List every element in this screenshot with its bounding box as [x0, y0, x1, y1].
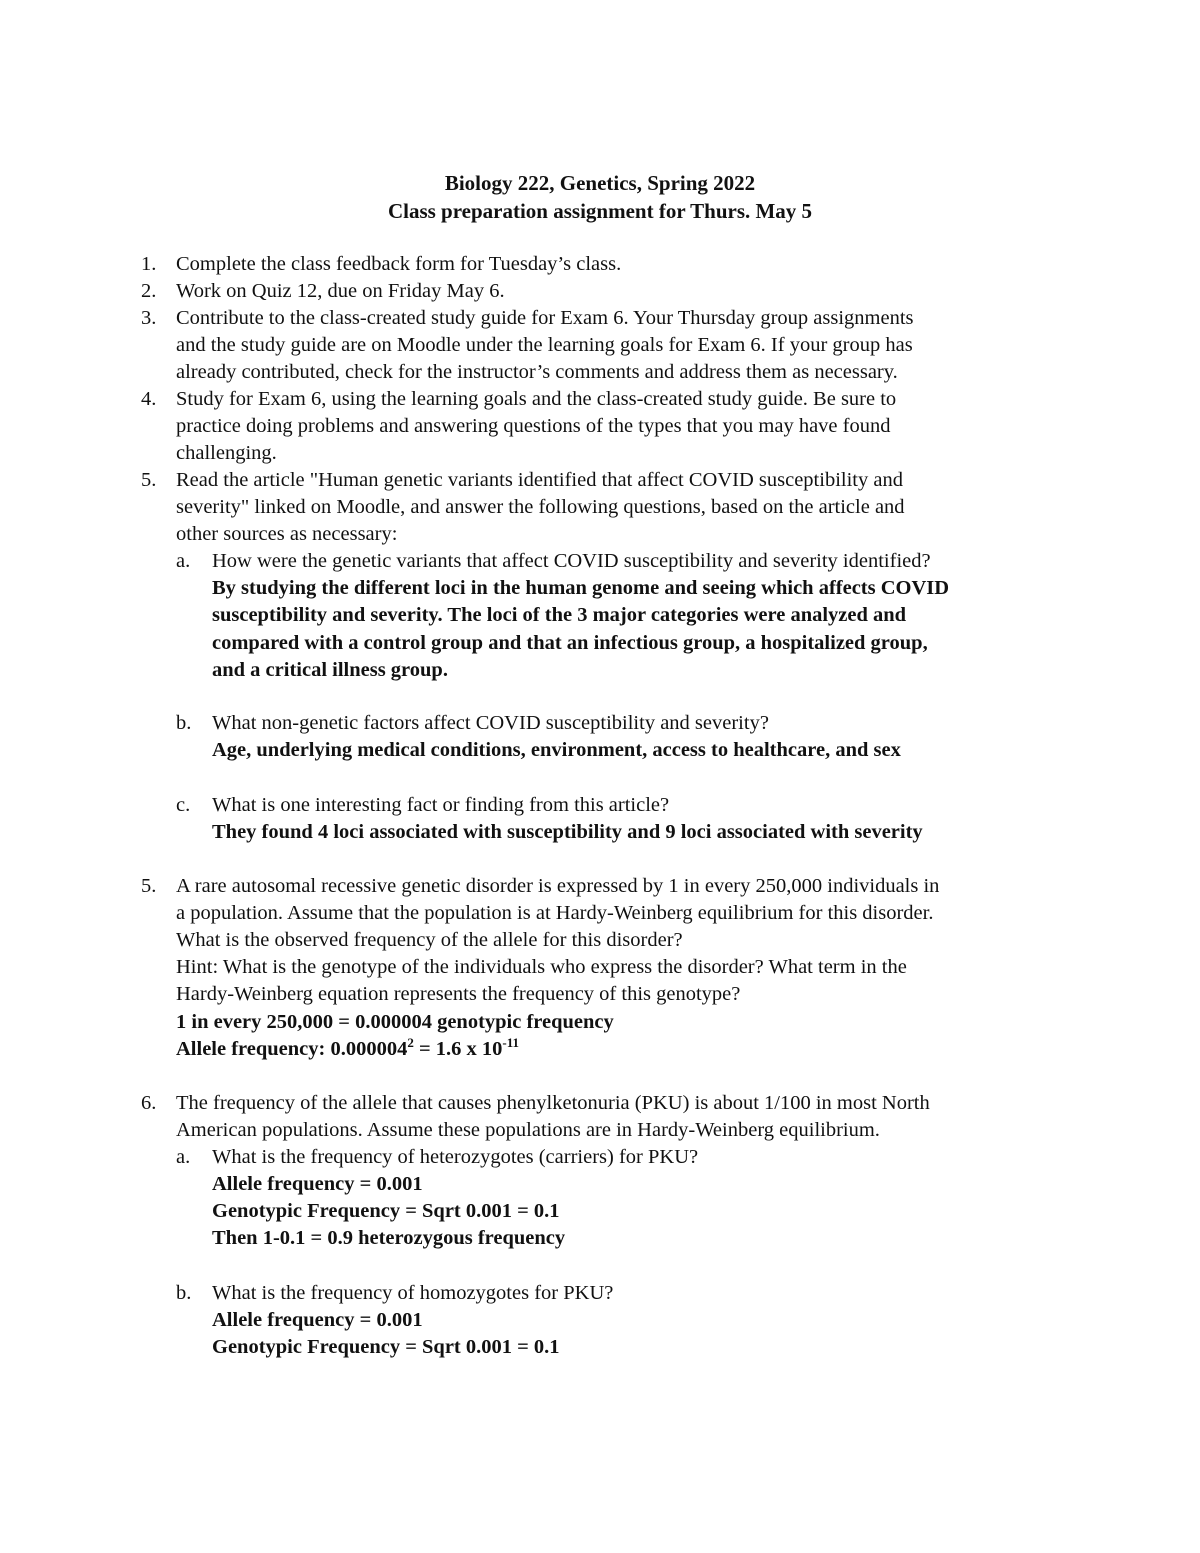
question-text: How were the genetic variants that affect COVID susceptibility and severity identified? — [212, 550, 931, 572]
answer-formula-part: Allele frequency: 0.000004 — [176, 1038, 408, 1060]
answer-text: compared with a control group and that an infectious group, a hospitalized group, — [212, 632, 928, 654]
item-number: 5. — [141, 469, 157, 491]
item-number: 1. — [141, 253, 157, 275]
item-text: The frequency of the allele that causes phenylketonuria (PKU) is about 1/100 in most North — [176, 1092, 930, 1114]
superscript: -11 — [502, 1035, 520, 1051]
item-number: 2. — [141, 280, 157, 302]
item-text: other sources as necessary: — [176, 523, 398, 545]
question-text: What non-genetic factors affect COVID susceptibility and severity? — [212, 712, 769, 734]
answer-text: Genotypic Frequency = Sqrt 0.001 = 0.1 — [212, 1336, 560, 1358]
item-number: 5. — [141, 875, 157, 897]
item-text: and the study guide are on Moodle under the learning goals for Exam 6. If your group has — [176, 334, 913, 356]
item-text: Hint: What is the genotype of the individuals who express the disorder? What term in the — [176, 956, 907, 978]
subitem-letter: b. — [176, 712, 192, 734]
item-number: 4. — [141, 388, 157, 410]
question-text: What is the frequency of homozygotes for PKU? — [212, 1282, 614, 1304]
answer-text: and a critical illness group. — [212, 659, 448, 681]
answer-text: By studying the different loci in the human genome and seeing which affects COVID — [212, 577, 950, 599]
answer-text: 1 in every 250,000 = 0.000004 genotypic frequency — [176, 1011, 614, 1033]
question-text: What is the frequency of heterozygotes (carriers) for PKU? — [212, 1146, 699, 1168]
item-text: a population. Assume that the population is at Hardy-Weinberg equilibrium for this disorder. — [176, 902, 934, 924]
answer-text: Age, underlying medical conditions, environment, access to healthcare, and sex — [212, 739, 901, 761]
document-subtitle: Class preparation assignment for Thurs. May 5 — [387, 199, 813, 223]
answer-text: Allele frequency = 0.001 — [212, 1309, 423, 1331]
item-number: 3. — [141, 307, 157, 329]
item-text: severity" linked on Moodle, and answer the following questions, based on the article and — [176, 496, 905, 518]
subitem-letter: c. — [176, 794, 191, 816]
item-text: A rare autosomal recessive genetic disorder is expressed by 1 in every 250,000 individuals in — [176, 875, 940, 897]
item-text: Hardy-Weinberg equation represents the frequency of this genotype? — [176, 983, 741, 1005]
subitem-letter: a. — [176, 550, 191, 572]
subitem-letter: a. — [176, 1146, 191, 1168]
answer-text: They found 4 loci associated with susceptibility and 9 loci associated with severity — [212, 821, 923, 843]
item-text: Contribute to the class-created study guide for Exam 6. Your Thursday group assignments — [176, 307, 914, 329]
item-text: already contributed, check for the instructor’s comments and address them as necessary. — [176, 361, 898, 383]
answer-text: Then 1-0.1 = 0.9 heterozygous frequency — [212, 1227, 566, 1249]
answer-text: Allele frequency = 0.001 — [212, 1173, 423, 1195]
item-text: Study for Exam 6, using the learning goals and the class-created study guide. Be sure to — [176, 388, 897, 410]
answer-text: Genotypic Frequency = Sqrt 0.001 = 0.1 — [212, 1200, 560, 1222]
item-text: Read the article "Human genetic variants identified that affect COVID susceptibility and — [176, 469, 903, 491]
answer-text: susceptibility and severity. The loci of the 3 major categories were analyzed and — [212, 604, 907, 626]
item-text: American populations. Assume these populations are in Hardy-Weinberg equilibrium. — [176, 1119, 880, 1141]
answer-formula — [176, 1036, 519, 1063]
item-text: What is the observed frequency of the allele for this disorder? — [176, 929, 683, 951]
subitem-letter: b. — [176, 1282, 192, 1304]
question-text: What is one interesting fact or finding from this article? — [212, 794, 670, 816]
item-text: challenging. — [176, 442, 277, 464]
superscript: 2 — [407, 1035, 414, 1051]
answer-formula-part: = 1.6 x 10 — [413, 1038, 503, 1060]
item-text: Complete the class feedback form for Tuesday’s class. — [176, 253, 622, 275]
document-title: Biology 222, Genetics, Spring 2022 — [444, 171, 756, 195]
item-text: Work on Quiz 12, due on Friday May 6. — [176, 280, 505, 302]
item-text: practice doing problems and answering questions of the types that you may have found — [176, 415, 891, 437]
item-number: 6. — [141, 1092, 157, 1114]
